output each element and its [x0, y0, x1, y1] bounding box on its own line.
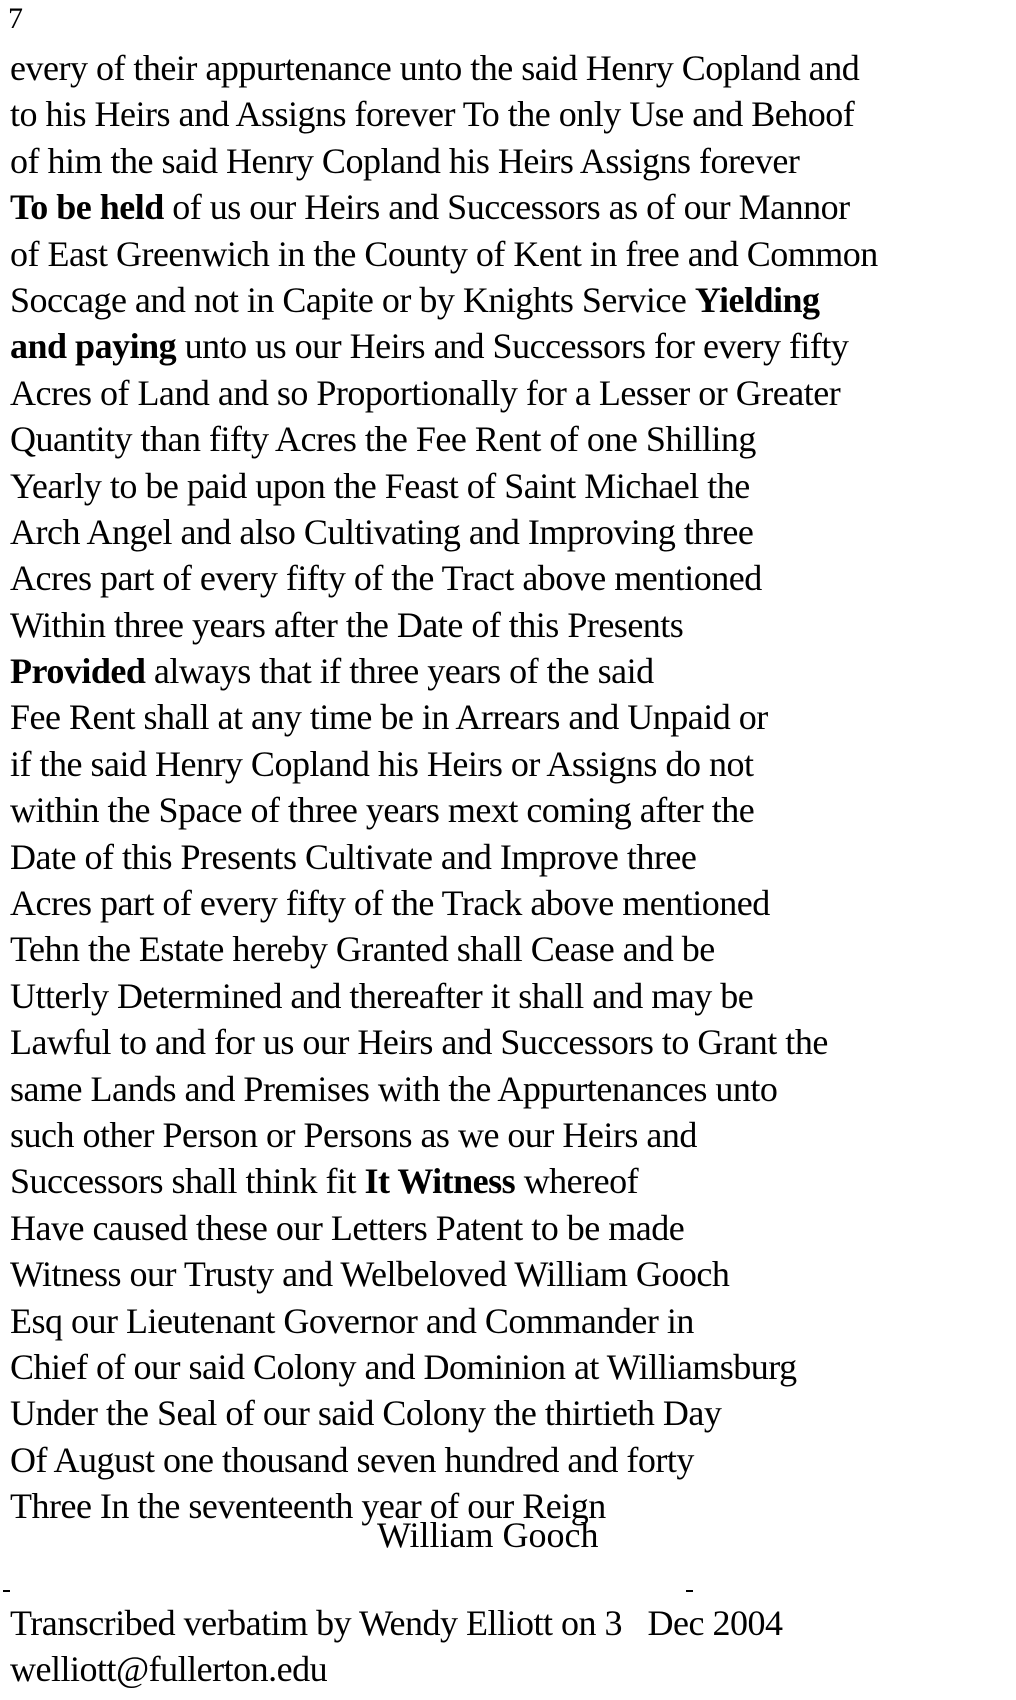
text-run: to his Heirs and Assigns forever To the only Use and Behoof	[10, 94, 855, 135]
text-run: every of their appurtenance unto the said Henry Copland and	[10, 48, 860, 88]
text-run: Of August one thousand seven hundred and forty	[10, 1439, 694, 1480]
text-run: of us our Heirs and Successors as of our Mannor	[163, 187, 850, 228]
text-line	[10, 231, 1010, 277]
text-run: of him the said Henry Copland his Heirs Assigns forever	[10, 140, 800, 181]
text-line	[10, 1390, 1010, 1436]
page-number: 7	[8, 2, 23, 35]
text-run: Fee Rent shall at any time be in Arrears and Unpaid or	[10, 697, 768, 738]
text-run: within the Space of three years mext coming after the	[10, 790, 755, 831]
text-run: Acres part of every fifty of the Track above mentioned	[10, 883, 770, 924]
transcriber-email: welliott@fullerton.edu	[10, 1649, 328, 1689]
text-run: Chief of our said Colony and Dominion at Williamsburg	[10, 1346, 797, 1387]
text-line	[10, 509, 1010, 555]
text-line	[10, 184, 1010, 230]
text-run: unto us our Heirs and Successors for every fifty	[176, 326, 849, 367]
text-run: Within three years after the Date of this Presents	[10, 604, 684, 645]
text-line	[10, 1205, 1010, 1251]
bold-phrase: Yielding	[694, 279, 820, 320]
text-line	[10, 1066, 1010, 1112]
bold-phrase: To be held	[10, 187, 164, 228]
text-line	[10, 1298, 1010, 1344]
bold-phrase: Provided	[10, 651, 146, 692]
text-line	[10, 648, 1010, 694]
bold-phrase: It Witness	[364, 1161, 516, 1202]
text-run: same Lands and Premises with the Appurtenances unto	[10, 1068, 778, 1109]
text-line	[10, 370, 1010, 416]
text-line	[10, 1251, 1010, 1297]
text-line	[10, 1158, 1010, 1204]
text-line	[10, 555, 1010, 601]
text-line	[10, 323, 1010, 369]
text-run: whereof	[515, 1161, 639, 1202]
text-line	[10, 416, 1010, 462]
text-line	[10, 1112, 1010, 1158]
dash-mark	[3, 1590, 10, 1592]
text-run: Yearly to be paid upon the Feast of Saint Michael the	[10, 465, 750, 506]
text-run: such other Person or Persons as we our Heirs and	[10, 1114, 697, 1155]
text-run: Successors shall think fit	[10, 1161, 365, 1202]
text-line	[10, 138, 1010, 184]
dash-mark	[686, 1590, 693, 1592]
text-line	[10, 463, 1010, 509]
text-line	[10, 834, 1010, 880]
text-run: Arch Angel and also Cultivating and Improving three	[10, 511, 754, 552]
text-run: always that if three years of the said	[145, 651, 654, 692]
text-line	[10, 973, 1010, 1019]
transcription-note: Transcribed verbatim by Wendy Elliott on 3 Dec 2004	[10, 1603, 783, 1643]
text-run: Under the Seal of our said Colony the thirtieth Day	[10, 1393, 722, 1434]
text-run: Three In the seventeenth year of our Reign	[10, 1486, 606, 1527]
text-line	[10, 880, 1010, 926]
transcription-footer	[10, 1600, 1010, 1692]
text-line	[10, 1344, 1010, 1390]
bold-phrase: and paying	[10, 326, 177, 367]
patent-body-text	[10, 45, 1010, 1530]
text-run: if the said Henry Copland his Heirs or Assigns do not	[10, 743, 754, 784]
text-run: Acres of Land and so Proportionally for a Lesser or Greater	[10, 372, 841, 413]
text-line	[10, 91, 1010, 137]
text-run: Acres part of every fifty of the Tract above mentioned	[10, 558, 762, 599]
text-line	[10, 602, 1010, 648]
text-run: Utterly Determined and thereafter it shall and may be	[10, 975, 754, 1016]
text-run: Date of this Presents Cultivate and Improve three	[10, 836, 697, 877]
text-line	[10, 741, 1010, 787]
text-line	[10, 787, 1010, 833]
text-line	[10, 1437, 1010, 1483]
text-run: of East Greenwich in the County of Kent in free and Common	[10, 233, 878, 274]
text-line	[10, 277, 1010, 323]
text-run: Quantity than fifty Acres the Fee Rent of one Shilling	[10, 419, 756, 460]
text-line	[10, 45, 1010, 91]
signature-name: William Gooch	[377, 1515, 599, 1555]
text-run: Esq our Lieutenant Governor and Commander in	[10, 1300, 694, 1341]
text-run: Have caused these our Letters Patent to be made	[10, 1207, 685, 1248]
text-run: Soccage and not in Capite or by Knights Service	[10, 279, 695, 320]
text-line	[10, 1019, 1010, 1065]
text-run: Lawful to and for us our Heirs and Successors to Grant the	[10, 1022, 828, 1063]
text-run: Tehn the Estate hereby Granted shall Cease and be	[10, 929, 715, 970]
text-run: Witness our Trusty and Welbeloved William Gooch	[10, 1254, 730, 1295]
text-line	[10, 694, 1010, 740]
text-line	[10, 926, 1010, 972]
